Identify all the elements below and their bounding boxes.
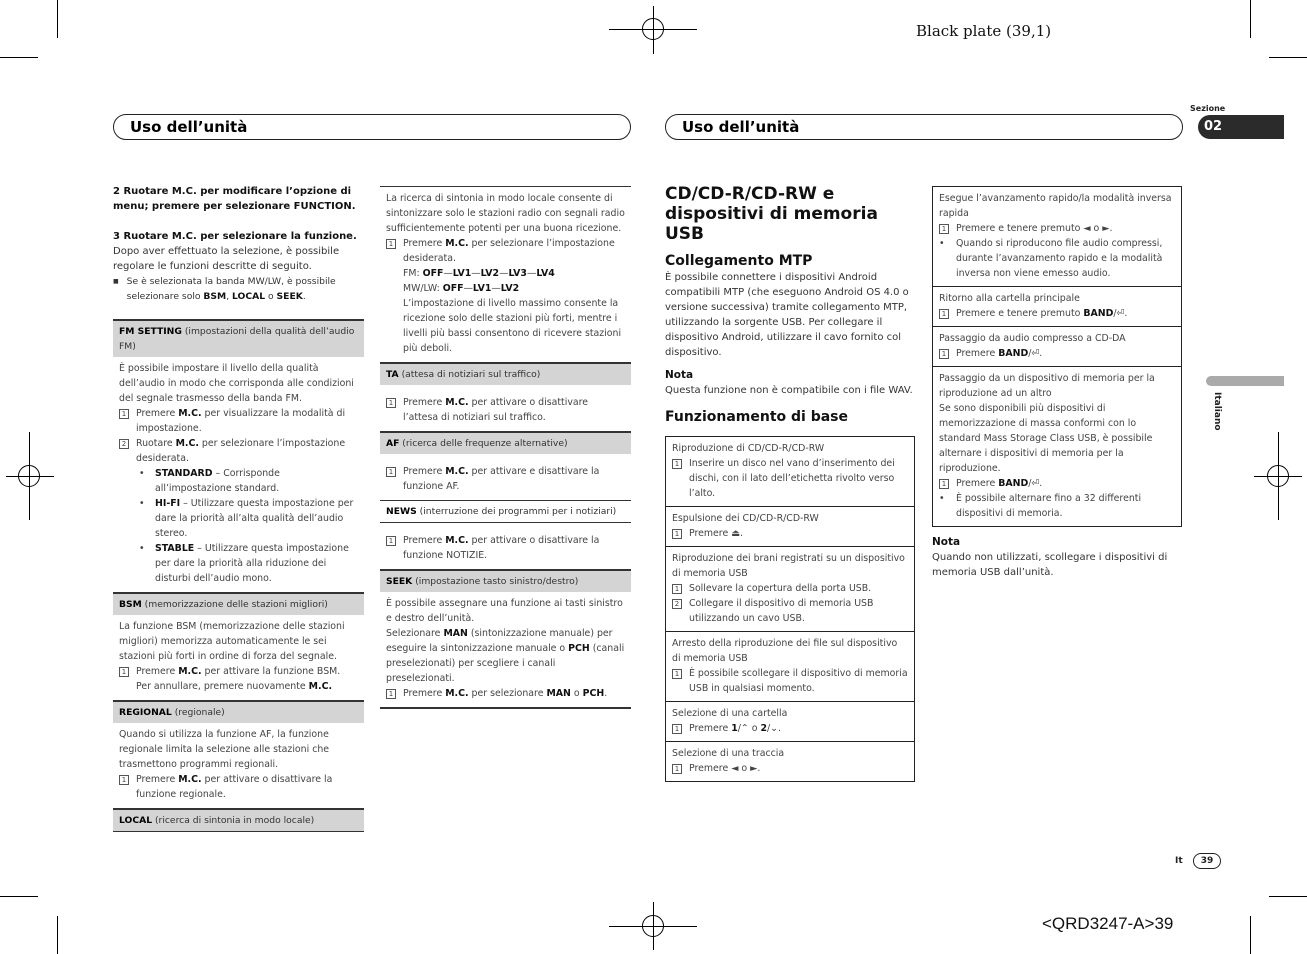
local-bar: LOCAL (ricerca di sintonia in modo locale)	[113, 808, 364, 832]
page-number: 39	[1193, 853, 1221, 869]
intro-text: Dopo aver effettuato la selezione, è possibile regolare le funzioni descritte di seguito.	[113, 246, 340, 272]
section-title: CD/CD-R/CD-RW e dispositivi di memoria USB	[665, 184, 878, 244]
crop-mark	[57, 0, 58, 38]
cell-usb-stop: Arresto della riproduzione dei file sul dispositivo di memoria USB 1 È possibile scollegare il dispositivo di memoria USB in qualsiasi momento.	[666, 631, 914, 701]
square-bullet-icon: ■	[113, 278, 119, 285]
registration-ring	[642, 915, 664, 937]
caret-up-icon: /⌃	[737, 723, 749, 734]
step-number: 1	[672, 724, 682, 734]
registration-ring	[18, 465, 40, 487]
band-note: ■ Se è selezionata la banda MW/LW, è possibile selezionare solo BSM, LOCAL o SEEK.	[113, 276, 336, 302]
step-number: 1	[672, 669, 682, 679]
mtp-body: È possibile connettere i dispositivi Android compatibili MTP (che eseguono Android OS 4.0 o versione successiva) tramite collegamento MTP, utilizzando la sorgente USB. Per collegare il dispositivo Android, utilizzare il cavo fornito col dispositivo.	[665, 272, 909, 358]
basic-heading: Funzionamento di base	[665, 409, 849, 425]
bsm-bar: BSM (memorizzazione delle stazioni migliori)	[113, 592, 364, 615]
crop-mark	[0, 57, 38, 58]
step-number: 1	[939, 224, 949, 234]
step-number: 1	[672, 764, 682, 774]
ta-bar: TA (attesa di notiziari sul traffico)	[380, 362, 631, 385]
cell-switch-device: Passaggio da un dispositivo di memoria per la riproduzione ad un altro Se sono disponibili più dispositivi di memorizzazione di massa conformi con lo standard Mass Storage Class USB, è possibile alternare i dispositivi di memoria per la riproduzione. 1 Premere BAND/⏎. • È possibile alternare fino a 32 differenti dispositivi di memoria.	[933, 366, 1181, 526]
nota-heading-2: Nota	[932, 536, 961, 548]
step-number: 1	[672, 584, 682, 594]
af-content: 1 Premere M.C. per attivare e disattivare la funzione AF.	[380, 454, 631, 500]
caret-down-icon: /⌄	[766, 723, 778, 734]
nota-body: Questa funzione non è compatibile con i file WAV.	[665, 385, 913, 396]
step-number: 1	[119, 667, 129, 677]
language-tab: Italiano	[1212, 392, 1222, 431]
cell-usb-play: Riproduzione dei brani registrati su un dispositivo di memoria USB 1 Sollevare la copertura della porta USB. 2 Collegare il dispositivo di memoria USB utilizzando un cavo USB.	[666, 546, 914, 631]
registration-ring	[1267, 465, 1289, 487]
document-code: <QRD3247-A>39	[1042, 914, 1174, 933]
cell-root-folder: Ritorno alla cartella principale 1 Premere e tenere premuto BAND/⏎.	[933, 286, 1181, 326]
crop-mark	[1250, 0, 1251, 38]
page-header-left: Uso dell’unità	[113, 114, 631, 140]
sezione-label: Sezione	[1190, 104, 1226, 113]
column-3	[665, 184, 915, 782]
nota-body-2: Quando non utilizzati, scollegare i dispositivi di memoria USB dall’unità.	[932, 552, 1168, 578]
step-3: 3 Ruotare M.C. per selezionare la funzione.	[113, 231, 357, 242]
nota-heading: Nota	[665, 369, 694, 381]
mw-levels: MW/LW: OFF—LV1—LV2	[403, 283, 520, 294]
page-lang: It	[1175, 856, 1183, 866]
step-number: 1	[386, 536, 396, 546]
page-header-right: Uso dell’unità	[665, 114, 1183, 140]
news-content: 1 Premere M.C. per attivare o disattivare la funzione NOTIZIE.	[380, 522, 631, 569]
crop-mark	[1269, 57, 1307, 58]
step-number: 1	[939, 479, 949, 489]
step-number: 1	[672, 529, 682, 539]
step-number: 1	[672, 459, 682, 469]
basic-operations-table	[665, 436, 915, 782]
fm-setting-content: È possibile impostare il livello della qualità dell’audio in modo che corrisponda alle condizioni del segnale trasmesso della banda FM. 1 Premere M.C. per visualizzare la modalità di impostazione. 2 Ruotare M.C. per selezionare l’impostazione desiderata. • STANDARD – Corrisponde all’impostazione standard. • HI-FI – Utilizzare questa impostazione per dare la priorità all’alta qualità dell’audio stereo. • STABLE – Utilizzare questa impostazione per dare la priorità alla riduzione dei disturbi dell’audio mono.	[119, 363, 354, 584]
section-tab: 02	[1198, 115, 1284, 139]
seek-content: È possibile assegnare una funzione ai tasti sinistro e destro dell’unità. Selezionare MAN (sintonizzazione manuale) per eseguire la sintonizzazione manuale o PCH (canali preselezionati) per scegliere i canali preselezionati. 1 Premere M.C. per selezionare MAN o PCH.	[380, 592, 631, 709]
ta-content: 1 Premere M.C. per attivare o disattivare l’attesa di notiziari sul traffico.	[380, 385, 631, 431]
step-number: 1	[939, 309, 949, 319]
step-number: 1	[939, 349, 949, 359]
cell-track-select: Selezione di una traccia 1 Premere ◄ o ►.	[666, 741, 914, 781]
local-content: La ricerca di sintonia in modo locale consente di sintonizzare solo le stazioni radio con segnali radio sufficientemente potenti per una buona ricezione. 1 Premere M.C. per selezionare l’impostazione desiderata. FM: OFF—LV1—LV2—LV3—LV4 MW/LW: OFF—LV1—LV2 L’impostazione di livello massimo consente la ricezione solo delle stazioni più forti, mentre i livelli più bassi consentono di ricevere stazioni più deboli.	[380, 186, 631, 362]
language-tab-bar	[1206, 376, 1284, 386]
registration-ring	[642, 18, 664, 40]
cell-fast-forward: Esegue l’avanzamento rapido/la modalità inversa rapida 1 Premere e tenere premuto ◄ o ►. • Quando si riproducono file audio compressi, durante l’avanzamento rapido e la modalità inversa non viene emesso audio.	[933, 186, 1181, 286]
step-number: 2	[672, 599, 682, 609]
step-number: 1	[386, 467, 396, 477]
step-number: 2	[119, 439, 129, 449]
mtp-heading: Collegamento MTP	[665, 253, 813, 269]
cell-cd-play: Riproduzione di CD/CD-R/CD-RW 1 Inserire un disco nel vano d’inserimento dei dischi, con il lato dell’etichetta rivolto verso l’alto.	[666, 436, 914, 506]
step-number: 1	[386, 239, 396, 249]
step-2: 2 Ruotare M.C. per modificare l’opzione di menu; premere per selezionare FUNCTION.	[113, 186, 356, 212]
crop-mark	[1269, 896, 1307, 897]
cell-folder-select: Selezione di una cartella 1 Premere 1/⌃ o 2/⌄.	[666, 701, 914, 741]
step-number: 1	[119, 775, 129, 785]
crop-mark	[57, 916, 58, 954]
fm-levels: FM: OFF—LV1—LV2—LV3—LV4	[403, 268, 555, 279]
news-bar: NEWS (interruzione dei programmi per i notiziari)	[380, 500, 631, 522]
af-bar: AF (ricerca delle frequenze alternative)	[380, 431, 631, 454]
column-2	[380, 186, 631, 709]
seek-bar: SEEK (impostazione tasto sinistro/destro)	[380, 569, 631, 592]
advanced-operations-table	[932, 186, 1182, 527]
bsm-content: La funzione BSM (memorizzazione delle stazioni migliori) memorizza automaticamente le sei stazioni più forti in ordine di forza del segnale. 1 Premere M.C. per attivare la funzione BSM. Per annullare, premere nuovamente M.C.	[119, 621, 345, 692]
column-4	[932, 186, 1182, 580]
cell-compressed-cdda: Passaggio da audio compresso a CD-DA 1 Premere BAND/⏎.	[933, 326, 1181, 366]
fm-setting-bar: FM SETTING (impostazioni della qualità dell’audio FM)	[113, 319, 364, 357]
step-number: 1	[386, 398, 396, 408]
column-1	[113, 184, 364, 832]
regional-content: Quando si utilizza la funzione AF, la funzione regionale limita la selezione alle stazioni che trasmettono programmi regionali. 1 Premere M.C. per attivare o disattivare la funzione regionale.	[119, 729, 333, 800]
crop-mark	[1250, 916, 1251, 954]
plate-label: Black plate (39,1)	[916, 22, 1052, 40]
cell-cd-eject: Espulsione dei CD/CD-R/CD-RW 1 Premere ⏏.	[666, 506, 914, 546]
step-number: 1	[119, 409, 129, 419]
step-number: 1	[386, 689, 396, 699]
crop-mark	[0, 896, 38, 897]
regional-bar: REGIONAL (regionale)	[113, 700, 364, 723]
